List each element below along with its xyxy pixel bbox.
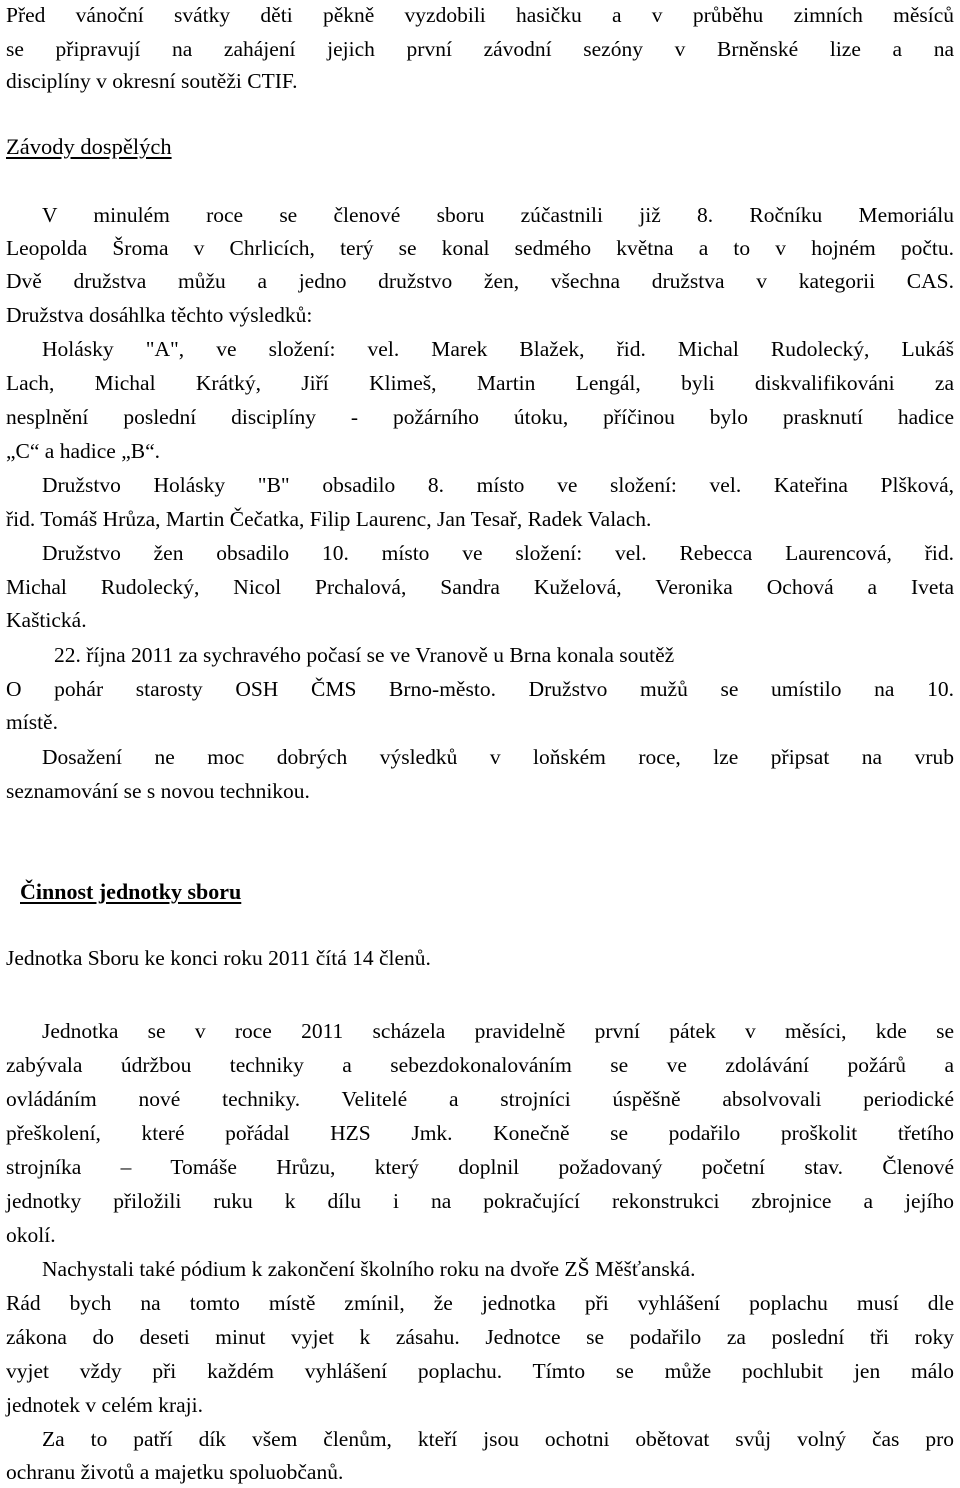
paragraph-line: Dosažení ne moc dobrých výsledků v loňském roce, lze připsat na vrub bbox=[42, 745, 954, 769]
paragraph-line: Michal Rudolecký, Nicol Prchalová, Sandra Kuželová, Veronika Ochová a Iveta bbox=[6, 575, 954, 599]
paragraph-line: Družstvo Holásky "B" obsadilo 8. místo ve složení: vel. Kateřina Plšková, bbox=[42, 473, 954, 497]
paragraph-line: O pohár starosty OSH ČMS Brno-město. Družstvo mužů se umístilo na 10. bbox=[6, 677, 954, 701]
intro-line: se připravují na zahájení jejich první závodní sezóny v Brněnské lize a na bbox=[6, 37, 954, 61]
paragraph-line: strojníka – Tomáše Hrůzu, který doplnil požadovaný početní stav. Členové bbox=[6, 1155, 954, 1179]
paragraph-line: Kaštická. bbox=[6, 608, 87, 632]
paragraph-line: Družstva dosáhlka těchto výsledků: bbox=[6, 303, 313, 327]
paragraph-line: řid. Tomáš Hrůza, Martin Čečatka, Filip Laurenc, Jan Tesař, Radek Valach. bbox=[6, 507, 652, 531]
paragraph-line: jednotky přiložili ruku k dílu i na pokračující rekonstrukci zbrojnice a jejího bbox=[6, 1189, 954, 1213]
paragraph-line: zákona do deseti minut vyjet k zásahu. Jednotce se podařilo za poslední tři roky bbox=[6, 1325, 954, 1349]
section-heading-unit-activity: Činnost jednotky sboru bbox=[20, 879, 242, 904]
paragraph-line: místě. bbox=[6, 710, 58, 734]
paragraph-line: nesplnění poslední disciplíny - požárního útoku, příčinou bylo prasknutí hadice bbox=[6, 405, 954, 429]
paragraph-line: Jednotka Sboru ke konci roku 2011 čítá 14 členů. bbox=[6, 946, 431, 970]
paragraph-line: 22. října 2011 za sychravého počasí se ve Vranově u Brna konala soutěž bbox=[54, 643, 675, 667]
paragraph-line: Jednotka se v roce 2011 scházela pravidelně první pátek v měsíci, kde se bbox=[42, 1019, 954, 1043]
section-heading-races: Závody dospělých bbox=[6, 134, 172, 159]
paragraph-line: Družstvo žen obsadilo 10. místo ve složení: vel. Rebecca Laurencová, řid. bbox=[42, 541, 954, 565]
paragraph-line: Lach, Michal Krátký, Jiří Klimeš, Martin Lengál, byli diskvalifikováni za bbox=[6, 371, 954, 395]
paragraph-line: vyjet vždy při každém vyhlášení poplachu. Tímto se může pochlubit jen málo bbox=[6, 1359, 954, 1383]
paragraph-line: ochranu životů a majetku spoluobčanů. bbox=[6, 1460, 344, 1484]
intro-line: disciplíny v okresní soutěži CTIF. bbox=[6, 69, 298, 93]
paragraph-line: Rád bych na tomto místě zmínil, že jednotka při vyhlášení poplachu musí dle bbox=[6, 1291, 954, 1315]
paragraph-line: Holásky "A", ve složení: vel. Marek Blažek, řid. Michal Rudolecký, Lukáš bbox=[42, 337, 954, 361]
intro-line: Před vánoční svátky děti pěkně vyzdobili hasičku a v průběhu zimních měsíců bbox=[6, 3, 954, 27]
paragraph-line: ovládáním nové techniky. Velitelé a strojníci úspěšně absolvovali periodické bbox=[6, 1087, 954, 1111]
paragraph-line: zabývala údržbou techniky a sebezdokonalováním se ve zdolávání požárů a bbox=[6, 1053, 954, 1077]
paragraph-line: přeškolení, které pořádal HZS Jmk. Konečně se podařilo proškolit třetího bbox=[6, 1121, 954, 1145]
paragraph-line: jednotek v celém kraji. bbox=[6, 1393, 204, 1417]
paragraph-line: „C“ a hadice „B“. bbox=[6, 439, 160, 463]
paragraph-line: Nachystali také pódium k zakončení školního roku na dvoře ZŠ Měšťanská. bbox=[42, 1257, 696, 1281]
paragraph-line: seznamování se s novou technikou. bbox=[6, 779, 310, 803]
paragraph-line: Za to patří dík všem členům, kteří jsou ochotni obětovat svůj volný čas pro bbox=[42, 1427, 954, 1451]
paragraph-line: Dvě družstva můžu a jedno družstvo žen, všechna družstva v kategorii CAS. bbox=[6, 269, 954, 293]
paragraph-line: okolí. bbox=[6, 1223, 56, 1247]
paragraph-line: V minulém roce se členové sboru zúčastnili již 8. Ročníku Memoriálu bbox=[42, 203, 954, 227]
paragraph-line: Leopolda Šroma v Chrlicích, terý se konal sedmého května a to v hojném počtu. bbox=[6, 236, 954, 260]
